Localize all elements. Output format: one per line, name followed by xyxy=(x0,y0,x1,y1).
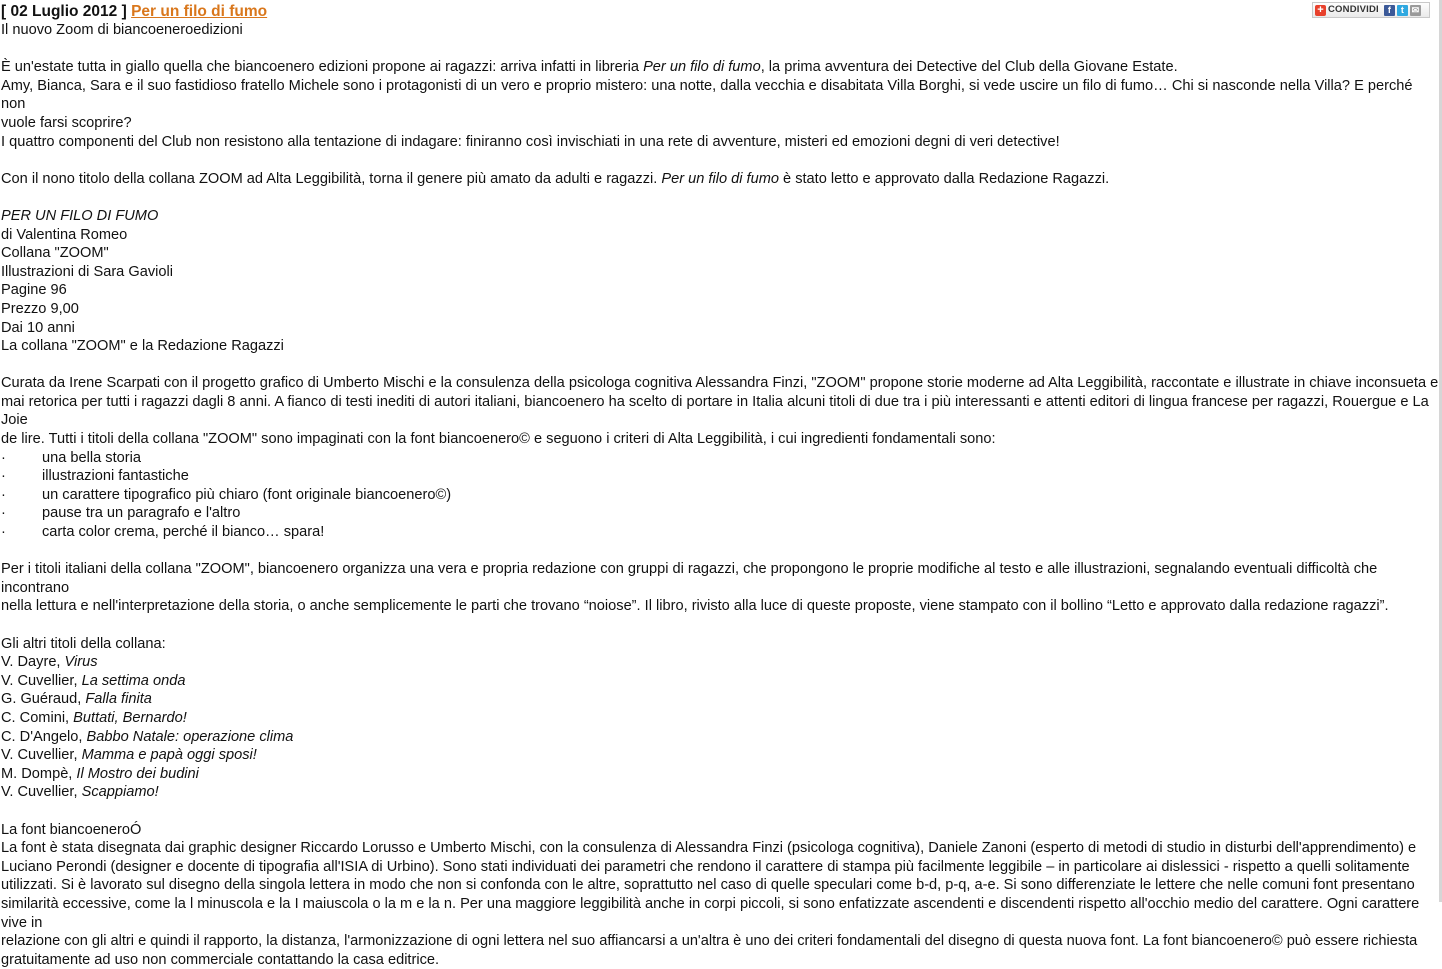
list-item: · una bella storia xyxy=(1,449,141,466)
list-item: M. Dompè, Il Mostro dei budini xyxy=(1,765,199,782)
spacer xyxy=(1,188,1439,207)
book-illustrazioni: Illustrazioni di Sara Gavioli xyxy=(1,263,173,280)
spacer xyxy=(1,40,1439,59)
book-author: di Valentina Romeo xyxy=(1,226,128,243)
article-header xyxy=(1,2,1439,21)
list-item: V. Cuvellier, Mamma e papà oggi sposi! xyxy=(1,747,257,764)
list-item: · un carattere tipografico più chiaro (font originale biancoenero©) xyxy=(1,486,452,503)
article-title-link[interactable]: Per un filo di fumo xyxy=(131,3,268,20)
list-item: V. Cuvellier, La settima onda xyxy=(1,672,186,689)
list-item: · pause tra un paragrafo e l'altro xyxy=(1,505,241,522)
book-pagine: Pagine 96 xyxy=(1,282,67,299)
section-heading-redazione: La collana "ZOOM" e la Redazione Ragazzi xyxy=(1,338,284,355)
spacer xyxy=(1,616,1439,635)
font-line-5: relazione con gli altri e quindi il rapporto, la distanza, l'armonizzazione di ogni lettera nel suo affiancarsi a un'altra è uno dei criteri fondamentali del disegno di questa nuova font. La font biancoenero© può essere richiesta xyxy=(1,933,1418,950)
bullet-icon: · xyxy=(1,524,6,541)
article xyxy=(1,2,1439,969)
spacer xyxy=(1,542,1439,561)
titoli-italiani-line-2: nella lettura e nell'interpretazione della storia, o anche semplicemente le parti che trovano “noiose”. Il libro, rivisto alla luce di queste proposte, viene stampato con il bollino “Letto e approvato dalla redazione ragazzi”. xyxy=(1,598,1389,615)
font-line-6: gratuitamente ad uso non commerciale contattando la casa editrice. xyxy=(1,951,440,968)
titoli-italiani-line-1: Per i titoli italiani della collana "ZOOM", biancoenero organizza una vera e propria redazione con gruppi di ragazzi, che propongono le proprie modifiche al testo e alle illustrazioni, segnalando eventuali difficoltà che incontrano xyxy=(1,561,1378,596)
bullet-icon: · xyxy=(1,468,6,485)
font-line-3: utilizzati. Si è lavorato sul disegno della singola lettera in modo che non si confonda con le altre, soprattutto nel caso di quelle speculari come b-d, p-q, a-e. Si sono differenziate le lettere che nelle comuni font presentano xyxy=(1,877,1415,894)
intro-line-2: Amy, Bianca, Sara e il suo fastidioso fratello Michele sono i protagonisti di un vero e proprio mistero: una notte, dalla vecchia e disabitata Villa Borghi, si vede uscire un filo di fumo… Chi si nasconde nella Villa? E perché non xyxy=(1,77,1413,113)
bullet-icon: · xyxy=(1,449,6,466)
spacer xyxy=(1,151,1439,170)
twitter-icon[interactable]: t xyxy=(1397,5,1408,16)
curata-line-2: mai retorica per tutti i ragazzi dagli 8 anni. A fianco di testi inediti di autori italiani, biancoenero ha scelto di portare in Italia alcuni titoli di due tra i più interessanti e attenti editori di lingua francese per ragazzi, Rouergue e La Joie xyxy=(1,393,1429,429)
article-date: [ 02 Luglio 2012 ] xyxy=(1,3,127,20)
font-line-2: Luciano Perondi (designer e docente di tipografia all'ISIA di Urbino). Sono stati individuati dei parametri che rendono il carattere di stampa più facilmente leggibile – in particolare ai dislessici - rispetto a quelli solitamente xyxy=(1,858,1410,875)
intro-line-1: È un'estate tutta in giallo quella che biancoenero edizioni propone ai ragazzi: arriva infatti in libreria Per un filo di fumo, la prima avventura dei Detective del Club della Giovane Estate. xyxy=(1,59,1178,76)
spacer xyxy=(1,356,1439,375)
list-item: C. Comini, Buttati, Bernardo! xyxy=(1,709,187,726)
book-title: PER UN FILO DI FUMO xyxy=(1,207,159,224)
share-label: CONDIVIDI xyxy=(1328,3,1379,15)
intro-line-4: I quattro componenti del Club non resistono alla tentazione di indagare: finiranno così invischiati in una rete di avventure, misteri ed emozioni degni di veri detective! xyxy=(1,133,1060,150)
facebook-icon[interactable]: f xyxy=(1384,5,1395,16)
book-eta: Dai 10 anni xyxy=(1,319,75,336)
list-item: V. Dayre, Virus xyxy=(1,654,98,671)
altri-titoli-heading: Gli altri titoli della collana: xyxy=(1,635,166,652)
email-icon[interactable]: ✉ xyxy=(1411,4,1420,15)
bullet-icon: · xyxy=(1,505,6,522)
list-item: · illustrazioni fantastiche xyxy=(1,468,189,485)
font-heading: La font biancoeneroÓ xyxy=(1,821,142,838)
list-item: G. Guéraud, Falla finita xyxy=(1,691,152,708)
list-item: V. Cuvellier, Scappiamo! xyxy=(1,784,159,801)
list-item: · carta color crema, perché il bianco… spara! xyxy=(1,524,325,541)
list-item: C. D'Angelo, Babbo Natale: operazione clima xyxy=(1,728,294,745)
book-collana: Collana "ZOOM" xyxy=(1,245,109,262)
article-subtitle: Il nuovo Zoom di biancoeneroedizioni xyxy=(1,22,243,38)
nono-titolo-paragraph: Con il nono titolo della collana ZOOM ad Alta Leggibilità, torna il genere più amato da adulti e ragazzi. Per un filo di fumo è stato letto e approvato dalla Redazione Ragazzi. xyxy=(1,170,1110,187)
intro-line-3: vuole farsi scoprire? xyxy=(1,114,132,131)
book-prezzo: Prezzo 9,00 xyxy=(1,300,79,317)
curata-line-1: Curata da Irene Scarpati con il progetto grafico di Umberto Mischi e la consulenza della psicologa cognitiva Alessandra Finzi, "ZOOM" propone storie moderne ad Alta Leggibilità, raccontate e illustrate in chiave inconsueta e xyxy=(1,375,1439,392)
font-line-1: La font è stata disegnata dai graphic designer Riccardo Lorusso e Umberto Mischi, con la consulenza di Alessandra Finzi (psicologa cognitiva), Daniele Zanoni (esperto di metodi di studio in disturbi dell'apprendimento) e xyxy=(1,840,1417,857)
spacer xyxy=(1,802,1439,821)
font-line-4: similarità eccessive, come la l minuscola e la I maiuscola o la m e la n. Per una maggiore leggibilità anche in corpi piccoli, si sono enfatizzate ascendenti e discendenti rispetto all'occhio medio del carattere. Ogni carattere vive in xyxy=(1,895,1420,931)
plus-icon: + xyxy=(1315,5,1326,16)
curata-line-3: de lire. Tutti i titoli della collana "ZOOM" sono impaginati con la font biancoenero© e seguono i criteri di Alta Leggibilità, i cui ingredienti fondamentali sono: xyxy=(1,431,996,448)
bullet-icon: · xyxy=(1,486,6,503)
